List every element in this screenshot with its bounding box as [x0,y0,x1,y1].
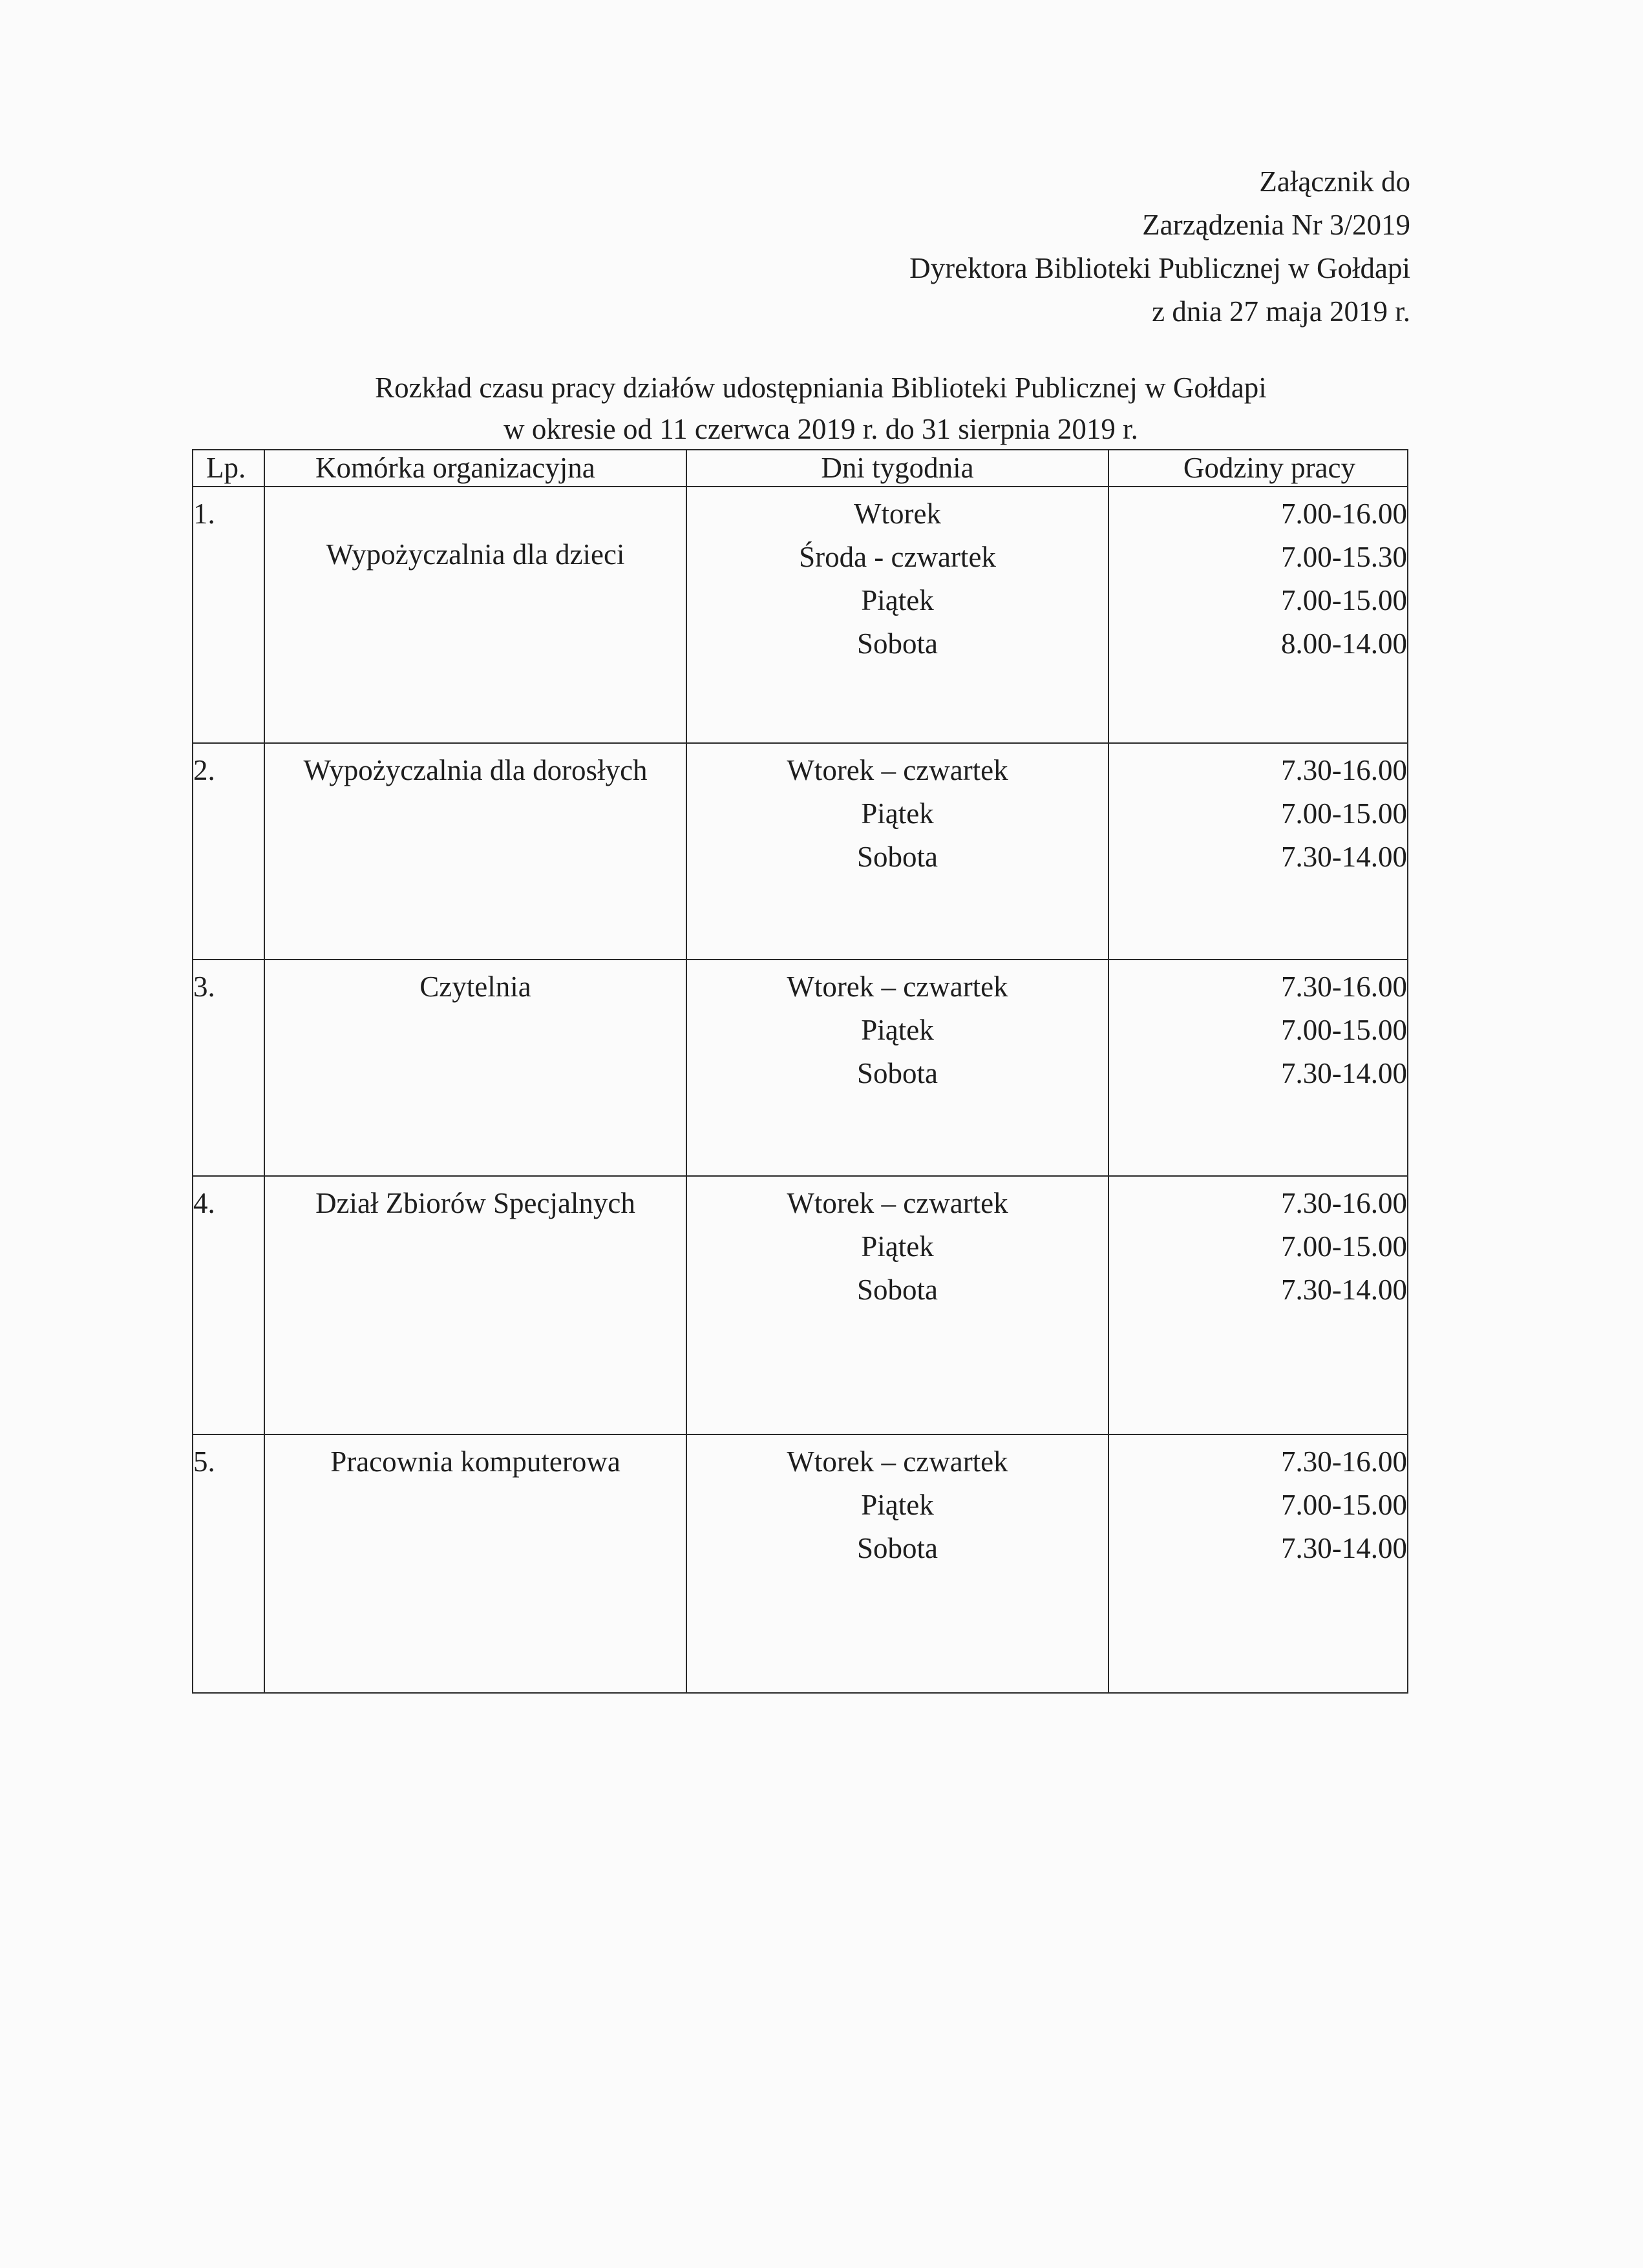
day-range: Wtorek – czwartek [787,971,1008,1003]
row-number: 2. [193,743,264,960]
unit-cell [264,960,686,1176]
header-unit: Komórka organizacyjna [264,450,686,487]
day-range: Wtorek – czwartek [787,754,1008,786]
hours-range: 7.00-16.00 [1281,498,1407,530]
day-range: Sobota [856,1057,938,1089]
hours-range: 7.30-16.00 [1281,754,1407,786]
hours-cell [1108,960,1408,1176]
hours-range: 8.00-14.00 [1281,627,1407,660]
hours-range: 7.30-14.00 [1281,841,1407,873]
day-range: Piątek [861,1014,934,1046]
days-cell [686,1434,1108,1693]
day-range: Sobota [856,841,938,873]
title-line-2: w okresie od 11 czerwca 2019 r. do 31 sierpnia 2019 r. [504,413,1138,445]
unit-cell [264,1176,686,1434]
header-lp: Lp. [193,450,264,487]
hours-range: 7.00-15.00 [1281,1489,1407,1521]
day-range: Piątek [861,1489,934,1521]
day-range: Piątek [861,797,934,830]
days-cell [686,487,1108,743]
attachment-header [909,160,1410,333]
day-range: Wtorek – czwartek [787,1187,1008,1219]
document-title [194,367,1448,450]
header-hours: Godziny pracy [1108,450,1408,487]
header-line: Zarządzenia Nr 3/2019 [1142,209,1410,241]
day-range: Piątek [861,584,934,616]
row-number: 4. [193,1176,264,1434]
day-range: Sobota [856,1532,938,1564]
hours-range: 7.00-15.30 [1281,541,1407,573]
hours-cell [1108,487,1408,743]
row-number: 3. [193,960,264,1176]
row-number: 5. [193,1434,264,1693]
hours-range: 7.30-14.00 [1281,1057,1407,1089]
hours-range: 7.30-14.00 [1281,1274,1407,1306]
days-cell [686,743,1108,960]
unit-name: Czytelnia [419,971,531,1003]
unit-name: Pracownia komputerowa [330,1445,620,1478]
header-days: Dni tygodnia [686,450,1108,487]
hours-cell [1108,743,1408,960]
title-line-1: Rozkład czasu pracy działów udostępniania Biblioteki Publicznej w Gołdapi [375,372,1267,404]
hours-range: 7.30-16.00 [1281,971,1407,1003]
day-range: Wtorek [854,498,941,530]
table-row [193,1176,1408,1434]
hours-range: 7.00-15.00 [1281,1014,1407,1046]
table-header-row [193,450,1408,487]
header-line: z dnia 27 maja 2019 r. [1152,295,1410,328]
hours-range: 7.30-16.00 [1281,1187,1407,1219]
hours-range: 7.30-14.00 [1281,1532,1407,1564]
day-range: Piątek [861,1230,934,1263]
day-range: Sobota [856,627,938,660]
unit-cell [264,1434,686,1693]
unit-name: Wypożyczalnia dla dorosłych [303,754,648,786]
hours-range: 7.00-15.00 [1281,584,1407,616]
schedule-table [192,449,1408,1694]
unit-cell [264,487,686,743]
day-range: Sobota [856,1274,938,1306]
header-line: Załącznik do [1259,165,1410,198]
hours-cell [1108,1434,1408,1693]
days-cell [686,1176,1108,1434]
row-number: 1. [193,487,264,743]
day-range: Środa - czwartek [799,541,996,573]
table-row [193,1434,1408,1693]
hours-range: 7.30-16.00 [1281,1445,1407,1478]
unit-cell [264,743,686,960]
unit-name: Dział Zbiorów Specjalnych [315,1187,635,1219]
unit-name: Wypożyczalnia dla dzieci [326,538,625,571]
days-cell [686,960,1108,1176]
hours-range: 7.00-15.00 [1281,797,1407,830]
day-range: Wtorek – czwartek [787,1445,1008,1478]
table-row [193,743,1408,960]
table-row [193,487,1408,743]
header-line: Dyrektora Biblioteki Publicznej w Gołdapi [909,252,1410,284]
hours-cell [1108,1176,1408,1434]
table-row [193,960,1408,1176]
hours-range: 7.00-15.00 [1281,1230,1407,1263]
